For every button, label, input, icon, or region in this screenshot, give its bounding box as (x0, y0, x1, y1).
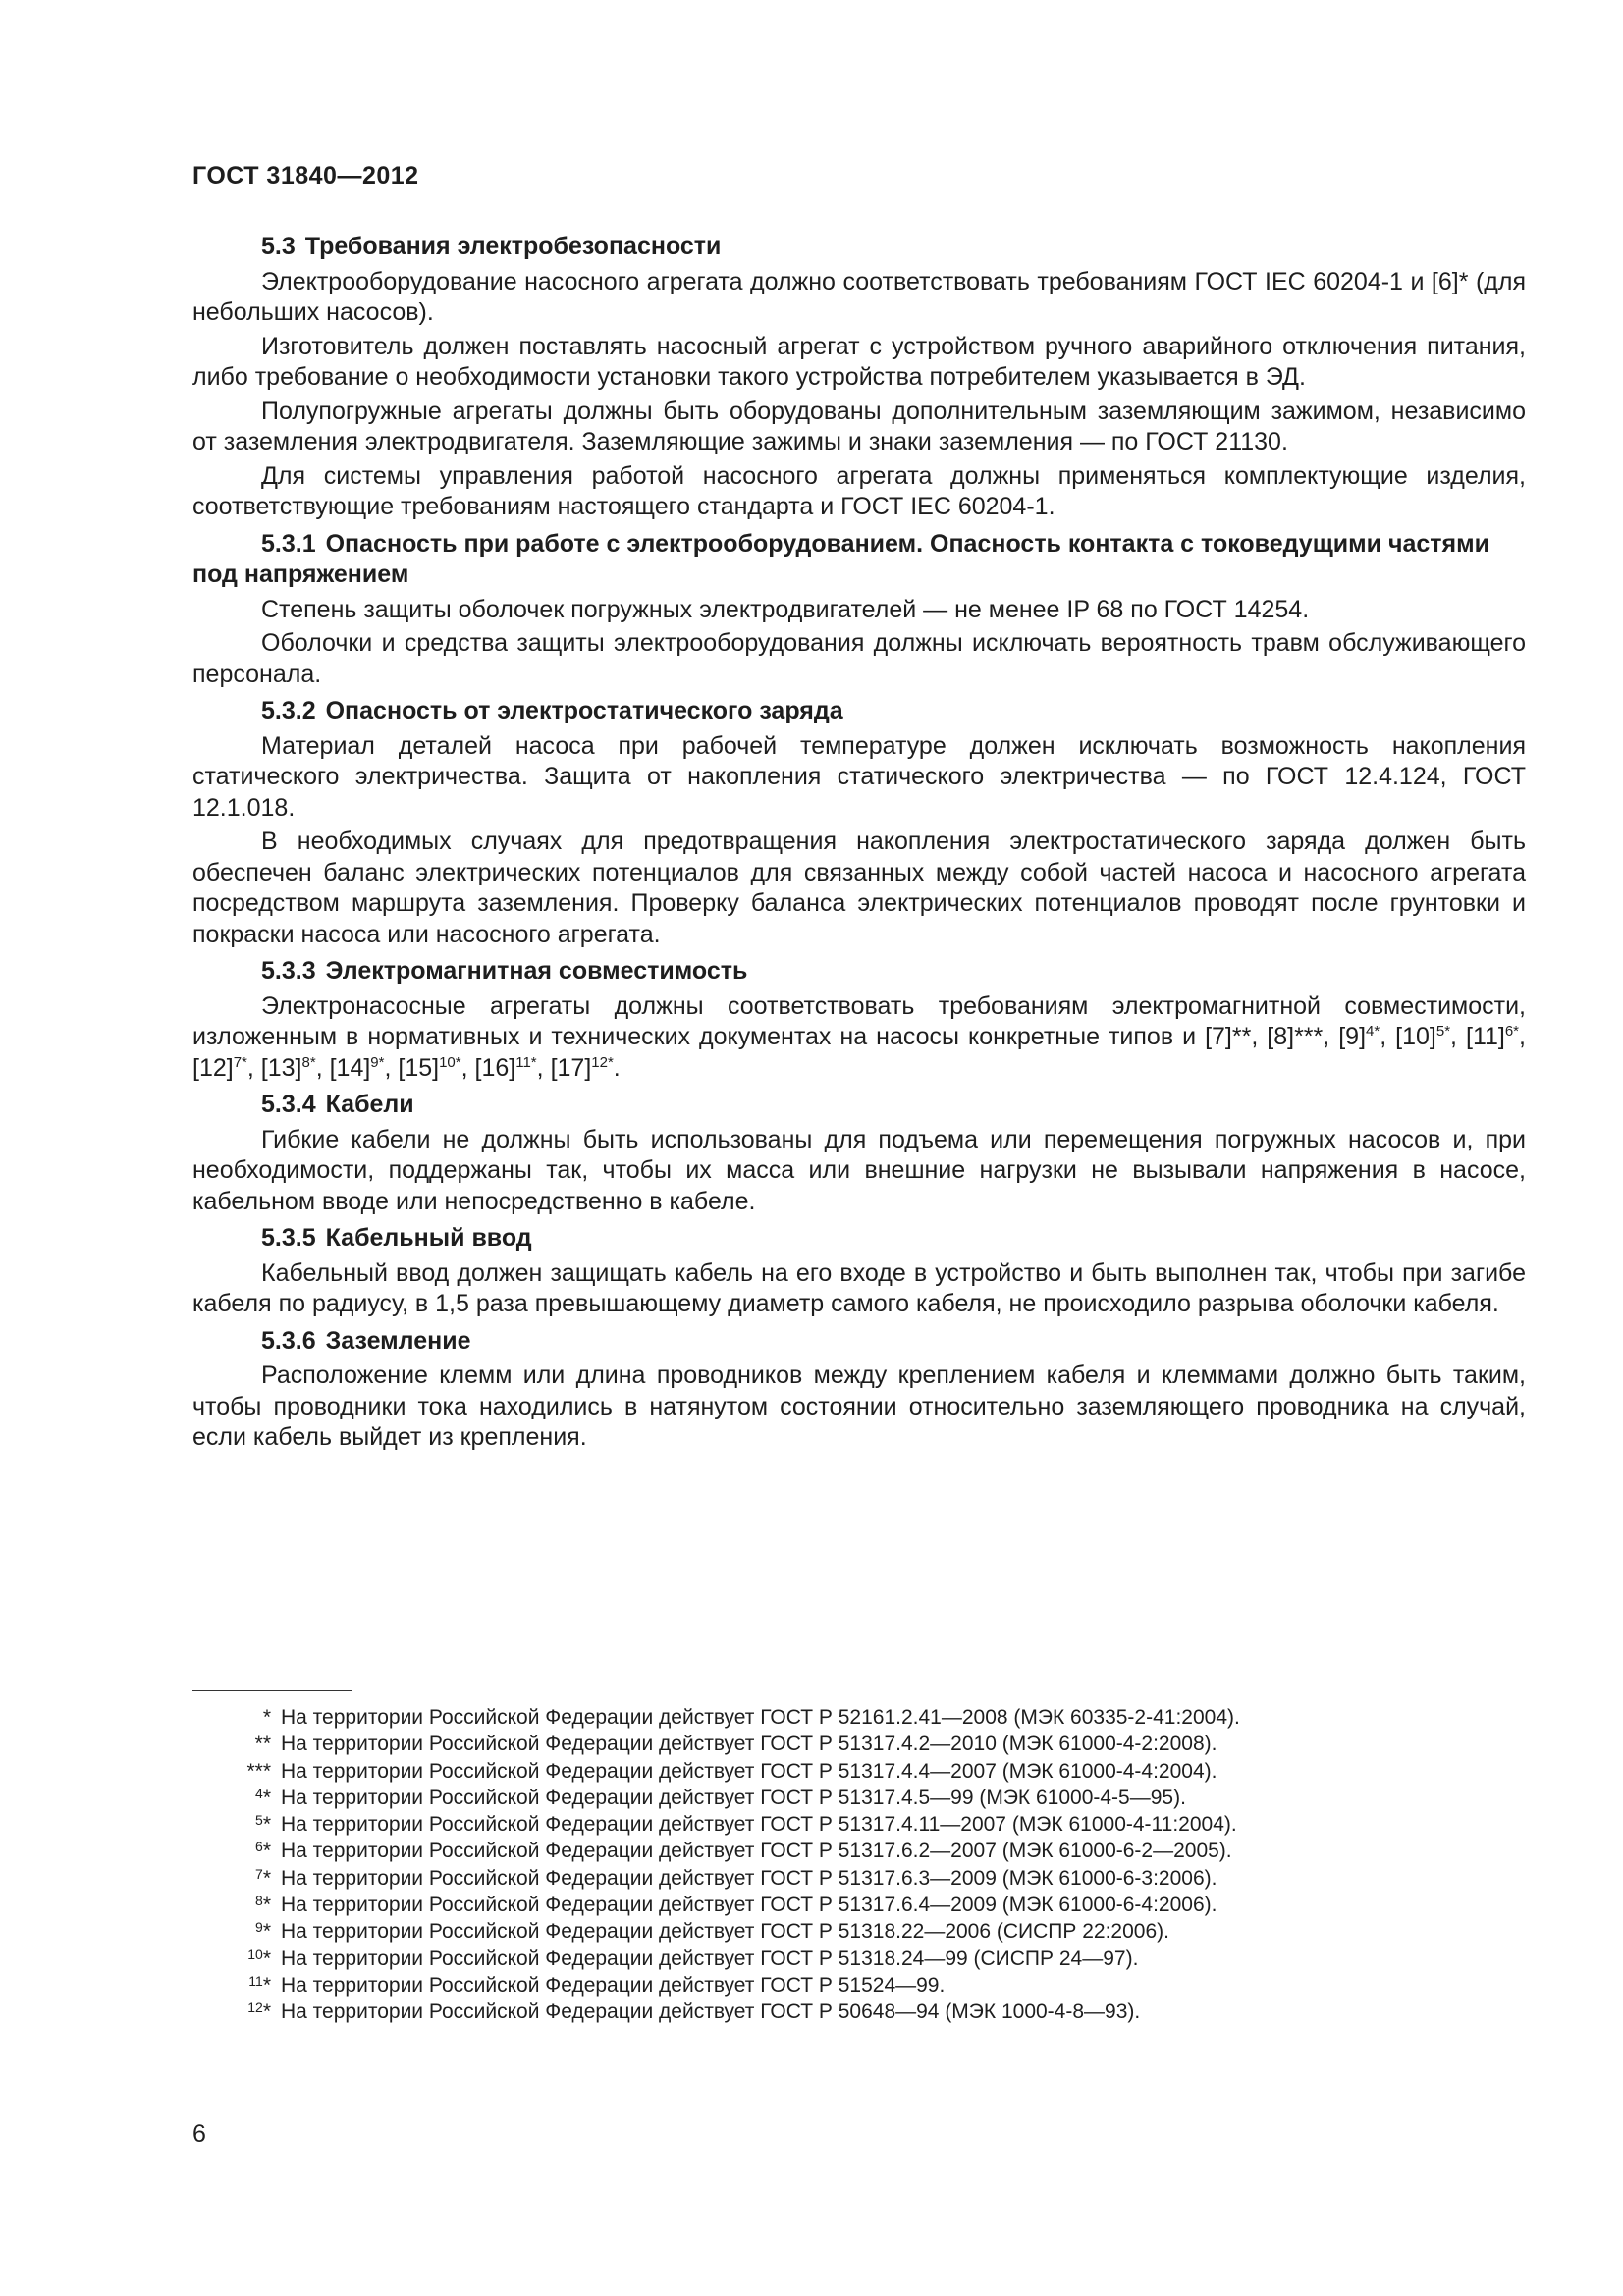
section-number: 5.3.6 (261, 1326, 316, 1355)
footnote (192, 1999, 1526, 2025)
footnote (192, 1892, 1526, 1918)
footnote-text: На территории Российской Федерации действует ГОСТ Р 52161.2.41—2008 (МЭК 60335-2-41:2004). (281, 1706, 1240, 1729)
footnote (192, 1785, 1526, 1811)
section-title: Опасность при работе с электрооборудованием. Опасность контакта с токоведущими частями под напряжением (192, 529, 1489, 588)
paragraph: Для системы управления работой насосного агрегата должны применяться комплектующие изделия, соответствующие требованиям настоящего стандарта и ГОСТ IEC 60204-1. (192, 461, 1526, 520)
footnote-text: На территории Российской Федерации действует ГОСТ Р 51317.4.4—2007 (МЭК 61000-4-4:2004). (281, 1759, 1217, 1783)
footnote-asterisk: * (262, 1813, 271, 1837)
footnote-mark (192, 1785, 281, 1811)
reference-footnote-mark: 12* (591, 1053, 614, 1071)
reference (1466, 1023, 1519, 1050)
reference-footnote-mark: 10* (439, 1053, 461, 1071)
section-heading-5-3-3 (192, 956, 1526, 988)
paragraph: Кабельный ввод должен защищать кабель на его входе в устройство и быть выполнен так, чтобы при загибе кабеля по радиусу, в 1,5 раза превышающему диаметр самого кабеля, не происходило разрыва оболочки кабеля. (192, 1258, 1526, 1317)
footnotes (192, 1704, 1526, 2026)
footnote-number: 5 (255, 1812, 263, 1829)
reference (398, 1054, 460, 1082)
section-title: Кабельный ввод (325, 1224, 532, 1252)
footnote (192, 1865, 1526, 1892)
paragraph: Гибкие кабели не должны быть использованы для подъема или перемещения погружных насосов и, при необходимости, поддержаны так, чтобы их масса или внешние нагрузки не вызывали напряжения в насосе, кабельном вводе или непосредственно в кабеле. (192, 1125, 1526, 1215)
footnote (192, 1758, 1526, 1785)
reference-number: [12] (192, 1053, 234, 1082)
section-title: Кабели (325, 1091, 414, 1118)
section-heading-5-3-1 (192, 529, 1526, 591)
footnote-text: На территории Российской Федерации действует ГОСТ Р 51317.4.2—2010 (МЭК 61000-4-2:2008). (281, 1733, 1217, 1756)
reference-footnote-mark: 9* (370, 1053, 385, 1071)
footnote-text: На территории Российской Федерации действует ГОСТ Р 51524—99. (281, 1973, 946, 1997)
paragraph-text: Электронасосные агрегаты должны соответствовать требованиям электромагнитной совместимости, изложенным в нормативных и технических документах на насосы конкретные типов и [7]**, [8]***, (192, 991, 1526, 1050)
footnote (192, 1918, 1526, 1945)
reference-number: [11] (1466, 1023, 1505, 1050)
footnote-asterisk: * (262, 1866, 271, 1890)
footnote-asterisk: * (262, 1894, 271, 1917)
section-heading-5-3 (192, 232, 1526, 263)
footnote-asterisk: * (262, 1920, 271, 1944)
footnote-text: На территории Российской Федерации действует ГОСТ Р 51317.4.5—99 (МЭК 61000-4-5—95). (281, 1786, 1186, 1809)
reference (330, 1054, 385, 1082)
footnote-number: 4 (255, 1785, 263, 1801)
reference-number: [10] (1395, 1023, 1436, 1050)
section-number: 5.3.2 (261, 697, 316, 724)
section-heading-5-3-6 (192, 1326, 1526, 1358)
ref-list: $[9]^{4*}$, $[10]^{5*}$, $[11]^{6*}$, $[12]^{7*}$, $[13]^{8*}$, $[14]^{9*}$, $[15]^{10*}$, $[16]^{11*}$, $[17]^{12*}$. (192, 1023, 1526, 1082)
footnote-mark (192, 1892, 281, 1918)
footnote-text: На территории Российской Федерации действует ГОСТ Р 51317.4.11—2007 (МЭК 61000-4-11:2004). (281, 1813, 1237, 1837)
reference-footnote-mark: 7* (233, 1053, 247, 1071)
paragraph-emc (192, 991, 1526, 1085)
reference-number: [17] (550, 1053, 592, 1082)
footnote-mark (192, 1758, 281, 1785)
footnote-asterisk: *** (246, 1759, 271, 1783)
section-number: 5.3.1 (261, 529, 316, 558)
section-title: Требования электробезопасности (304, 233, 722, 260)
paragraph: Оболочки и средства защиты электрооборудования должны исключать вероятность травм обслуживающего персонала. (192, 629, 1526, 688)
footnote-mark (192, 1918, 281, 1945)
reference-footnote-mark: 11* (515, 1053, 537, 1071)
section-title: Электромагнитная совместимость (325, 957, 748, 985)
footnote (192, 1838, 1526, 1864)
section-number: 5.3.3 (261, 957, 316, 985)
page-number: 6 (192, 2120, 206, 2148)
reference-number: [16] (474, 1053, 516, 1082)
footnote-number: 12 (247, 2000, 263, 2016)
footnote-text: На территории Российской Федерации действует ГОСТ Р 51318.22—2006 (СИСПР 22:2006). (281, 1920, 1169, 1944)
footnote-text: На территории Российской Федерации действует ГОСТ Р 51318.24—99 (СИСПР 24—97). (281, 1947, 1139, 1970)
footnote-mark (192, 1704, 281, 1731)
reference-number: [15] (398, 1053, 440, 1082)
section-number: 5.3.4 (261, 1091, 316, 1118)
section-title: Опасность от электростатического заряда (325, 697, 843, 724)
footnote (192, 1704, 1526, 1731)
footnote-asterisk: * (262, 1947, 271, 1970)
footnote-mark (192, 1731, 281, 1757)
reference-footnote-mark: 6* (1504, 1023, 1520, 1040)
footnote (192, 1731, 1526, 1757)
footnote (192, 1811, 1526, 1838)
footnote-asterisk: * (262, 2001, 271, 2024)
paragraph: Расположение клемм или длина проводников между креплением кабеля и клеммами должно быть таким, чтобы проводники тока находились в натянутом состоянии относительно заземляющего проводника на случай, если кабель выйдет из крепления. (192, 1362, 1526, 1451)
reference (1395, 1023, 1450, 1050)
footnote-asterisk: * (262, 1706, 271, 1729)
reference-number: [14] (329, 1053, 371, 1082)
footnote-asterisk: * (262, 1973, 271, 1997)
footnote-text: На территории Российской Федерации действует ГОСТ Р 51317.6.2—2007 (МЭК 61000-6-2—2005). (281, 1840, 1232, 1863)
footnote-mark (192, 1999, 281, 2025)
footnote-text: На территории Российской Федерации действует ГОСТ Р 51317.6.3—2009 (МЭК 61000-6-3:2006). (281, 1866, 1217, 1890)
footnote-asterisk: * (262, 1786, 271, 1809)
section-heading-5-3-4 (192, 1090, 1526, 1121)
footnote-mark (192, 1838, 281, 1864)
footnote-text: На территории Российской Федерации действует ГОСТ Р 51317.6.4—2009 (МЭК 61000-6-4:2006). (281, 1894, 1217, 1917)
footnote (192, 1972, 1526, 1999)
footnote-text: На территории Российской Федерации действует ГОСТ Р 50648—94 (МЭК 1000-4-8—93). (281, 2001, 1141, 2024)
reference (192, 1054, 247, 1082)
footnote-number: 7 (255, 1865, 263, 1882)
footnote-number: 10 (247, 1946, 263, 1962)
section-heading-5-3-5 (192, 1223, 1526, 1255)
standard-designation: ГОСТ 31840—2012 (192, 162, 419, 189)
reference (475, 1054, 537, 1082)
reference (1338, 1023, 1380, 1050)
reference (551, 1054, 614, 1082)
footnote-asterisk: ** (254, 1733, 271, 1756)
paragraph: Электрооборудование насосного агрегата должно соответствовать требованиям ГОСТ IEC 60204-1 и [6]* (для небольших насосов). (192, 267, 1526, 326)
footnote-divider (192, 1690, 352, 1691)
footnote-mark (192, 1946, 281, 1972)
reference-number: [13] (260, 1053, 302, 1082)
footnote-number: 9 (255, 1919, 263, 1936)
paragraph: Полупогружные агрегаты должны быть оборудованы дополнительным заземляющим зажимом, независимо от заземления электродвигателя. Заземляющие зажимы и знаки заземления — по ГОСТ 21130. (192, 397, 1526, 455)
reference-footnote-mark: 8* (301, 1053, 316, 1071)
footnote (192, 1946, 1526, 1972)
section-heading-5-3-2 (192, 696, 1526, 727)
footnote-mark (192, 1865, 281, 1892)
footnote-number: 6 (255, 1839, 263, 1855)
paragraph: В необходимых случаях для предотвращения накопления электростатического заряда должен быть обеспечен баланс электрических потенциалов для связанных между собой частей насоса и насосного агрегата посредством маршрута заземления. Проверку баланса электрических потенциалов проводят после грунтовки и покраски насоса или насосного агрегата. (192, 828, 1526, 948)
paragraph: Степень защиты оболочек погружных электродвигателей — не менее IP 68 по ГОСТ 14254. (261, 595, 1310, 623)
section-number: 5.3 (261, 233, 296, 260)
reference (261, 1054, 316, 1082)
section-title: Заземление (325, 1326, 471, 1355)
footnote-mark (192, 1811, 281, 1838)
reference-footnote-mark: 5* (1435, 1023, 1451, 1040)
reference-footnote-mark: 4* (1366, 1023, 1380, 1040)
footnote-number: 11 (248, 1972, 263, 1989)
reference-number: [9] (1338, 1023, 1367, 1050)
paragraph: Изготовитель должен поставлять насосный агрегат с устройством ручного аварийного отключения питания, либо требование о необходимости установки такого устройства потребителем указывается в ЭД. (192, 332, 1526, 391)
main-content (192, 232, 1526, 1457)
footnote-mark (192, 1972, 281, 1999)
paragraph: Материал деталей насоса при рабочей температуре должен исключать возможность накопления статического электричества. Защита от накопления статического электричества — по ГОСТ 12.4.124, ГОСТ 12.1.018. (192, 731, 1526, 822)
section-number: 5.3.5 (261, 1224, 316, 1252)
footnote-asterisk: * (262, 1840, 271, 1863)
footnote-number: 8 (255, 1893, 263, 1909)
